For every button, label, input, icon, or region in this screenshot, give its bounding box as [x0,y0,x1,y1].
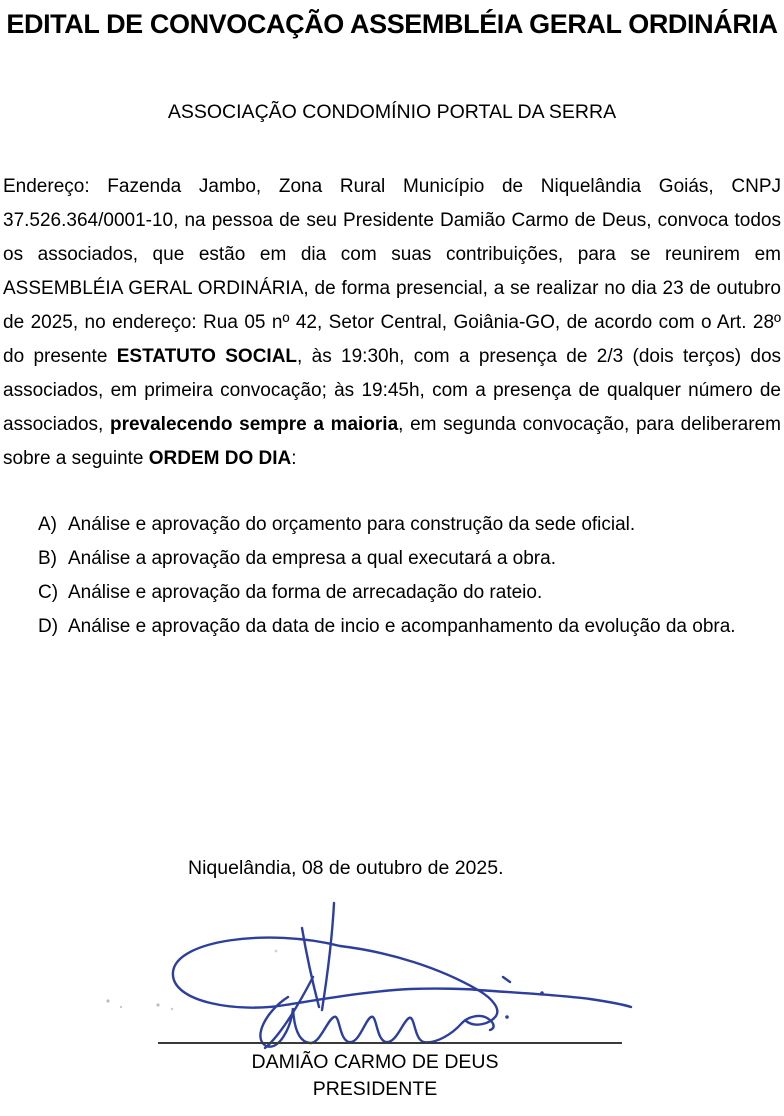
agenda-list [3,514,781,650]
signer-role: PRESIDENTE [312,1078,438,1100]
agenda-item [3,616,781,638]
agenda-item-marker: A) [38,514,57,535]
agenda-item-marker: C) [38,582,59,603]
signature-image [90,893,650,1058]
agenda-item-marker: B) [38,548,57,569]
agenda-item-text: Análise e aprovação da forma de arrecadação do rateio. [68,582,543,603]
association-name: ASSOCIAÇÃO CONDOMÍNIO PORTAL DA SERRA [167,101,617,123]
agenda-item [3,548,781,570]
signer-name: DAMIÃO CARMO DE DEUS [251,1051,499,1073]
agenda-item [3,514,781,536]
agenda-item [3,582,781,604]
document-title: EDITAL DE CONVOCAÇÃO ASSEMBLÉIA GERAL ORDINÁRIA [6,9,778,39]
signature-line [158,1042,622,1044]
agenda-item-text: Análise a aprovação da empresa a qual executará a obra. [68,548,556,569]
body-paragraph: Endereço: Fazenda Jambo, Zona Rural Município de Niquelândia Goiás, CNPJ 37.526.364/0001-10, na pessoa de seu Presidente Damião Carmo de Deus, convoca todos os associados, que estão em dia com suas contribuições, para se reunirem em ASSEMBLÉIA GERAL ORDINÁRIA, de forma presencial, a se realizar no dia 23 de outubro de 2025, no endereço: Rua 05 nº 42, Setor Central, Goiânia-GO, de acordo com o Art. 28º do presente ESTATUTO SOCIAL, às 19:30h, com a presença de 2/3 (dois terços) dos associados, em primeira convocação; às 19:45h, com a presença de qualquer número de associados, prevalecendo sempre a maioria, em segunda convocação, para deliberarem sobre a seguinte ORDEM DO DIA: [3,176,782,469]
agenda-item-text: Análise e aprovação do orçamento para construção da sede oficial. [68,514,636,535]
agenda-item-text: Análise e aprovação da data de incio e acompanhamento da evolução da obra. [68,616,736,637]
dateline: Niquelândia, 08 de outubro de 2025. [188,857,504,879]
agenda-item-marker: D) [38,616,59,637]
